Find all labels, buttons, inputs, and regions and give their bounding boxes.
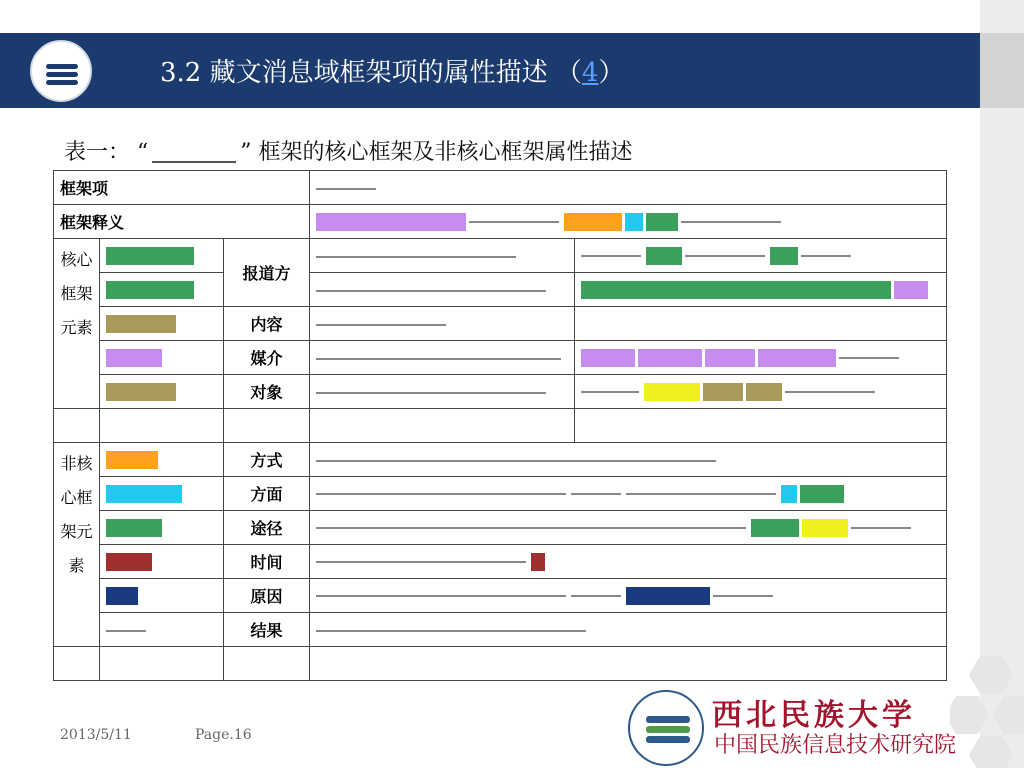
highlight-green	[646, 247, 682, 265]
table-row-core-3	[54, 307, 947, 341]
empty-cell	[224, 409, 310, 443]
tibetan-text	[785, 391, 875, 393]
tibetan-text	[571, 595, 621, 597]
example-cell	[310, 273, 575, 307]
tibetan-text	[316, 493, 566, 495]
tibetan-text	[571, 493, 621, 495]
institute-name: 中国民族信息技术研究院	[714, 733, 957, 758]
slide-title-close: ）	[598, 58, 625, 88]
noncore-elem-cell	[100, 545, 224, 579]
footer-page-number: Page.16	[195, 727, 252, 743]
highlight-green	[106, 281, 194, 299]
highlight-red	[531, 553, 545, 571]
footer-date: 2013/5/11	[60, 727, 132, 743]
tibetan-text	[626, 493, 776, 495]
empty-cell	[310, 409, 575, 443]
example-cell	[575, 273, 947, 307]
highlight-green	[106, 519, 162, 537]
tibetan-text	[316, 290, 546, 292]
highlight-purple	[638, 349, 702, 367]
example-cell	[575, 341, 947, 375]
table-row-core-1	[54, 239, 947, 273]
tibetan-text	[581, 255, 641, 257]
highlight-cyan	[625, 213, 643, 231]
highlight-purple	[581, 349, 635, 367]
hexagon-2	[950, 696, 989, 734]
example-cell	[310, 307, 575, 341]
slide-title-text: 3.2 藏文消息域框架项的属性描述 （	[160, 58, 582, 88]
core-elem-cell	[100, 375, 224, 409]
noncore-label-channel: 途径	[224, 511, 310, 545]
tibetan-text	[316, 324, 446, 326]
highlight-green	[800, 485, 844, 503]
core-label-object: 对象	[224, 375, 310, 409]
tibetan-text	[316, 595, 566, 597]
highlight-purple	[894, 281, 928, 299]
caption-suffix: ” 框架的核心框架及非核心框架属性描述	[240, 140, 633, 165]
noncore-label-continuation	[54, 647, 100, 681]
table-row-noncore-6	[54, 613, 947, 647]
table-row-frame-item	[54, 171, 947, 205]
highlight-purple	[106, 349, 162, 367]
core-elem-cell	[100, 273, 224, 307]
example-cell	[575, 239, 947, 273]
table-row-noncore-3	[54, 511, 947, 545]
empty-cell	[224, 647, 310, 681]
tibetan-text	[713, 595, 773, 597]
highlight-orange	[564, 213, 622, 231]
slide-title-link[interactable]: 4	[581, 58, 599, 88]
highlight-cyan	[781, 485, 797, 503]
hexagon-4	[969, 736, 1013, 768]
example-cell	[310, 443, 947, 477]
highlight-yellow	[644, 383, 700, 401]
highlight-khaki	[746, 383, 782, 401]
example-cell	[310, 545, 947, 579]
highlight-green	[106, 247, 194, 265]
table-row-noncore-empty	[54, 647, 947, 681]
table-row-noncore-2	[54, 477, 947, 511]
noncore-elem-cell	[100, 579, 224, 613]
table-row-noncore-4	[54, 545, 947, 579]
highlight-green	[751, 519, 799, 537]
example-cell	[310, 341, 575, 375]
tibetan-text	[801, 255, 851, 257]
tibetan-text	[316, 256, 516, 258]
highlight-purple	[705, 349, 755, 367]
tibetan-text	[316, 527, 746, 529]
table-row-noncore-5	[54, 579, 947, 613]
university-emblem	[628, 690, 704, 766]
caption-prefix: 表一： “	[64, 140, 149, 165]
slide-title	[160, 52, 624, 89]
highlight-yellow	[802, 519, 848, 537]
table-row-core-empty	[54, 409, 947, 443]
example-cell	[310, 375, 575, 409]
core-label-continuation	[54, 409, 100, 443]
emblem-wave-3	[646, 736, 690, 743]
logo-wave-3	[46, 80, 78, 85]
noncore-label-reason: 原因	[224, 579, 310, 613]
table-caption	[64, 135, 633, 166]
noncore-frame-label: 非核心框架元素	[54, 443, 100, 647]
tibetan-text	[316, 188, 376, 190]
core-elem-cell	[100, 239, 224, 273]
example-cell	[575, 307, 947, 341]
emblem-wave-2	[646, 726, 690, 733]
noncore-elem-cell	[100, 443, 224, 477]
caption-tibetan-term	[152, 143, 236, 163]
example-cell	[310, 579, 947, 613]
highlight-khaki	[703, 383, 743, 401]
empty-cell	[575, 409, 947, 443]
university-logo	[30, 40, 92, 102]
empty-cell	[310, 647, 947, 681]
highlight-purple	[758, 349, 836, 367]
emblem-wave-1	[646, 716, 690, 723]
highlight-orange	[106, 451, 158, 469]
empty-cell	[100, 647, 224, 681]
logo-wave-2	[46, 72, 78, 77]
table-row-core-5	[54, 375, 947, 409]
core-elem-cell	[100, 307, 224, 341]
hexagon-decoration	[950, 652, 1024, 768]
highlight-green	[646, 213, 678, 231]
noncore-elem-cell	[100, 477, 224, 511]
table-row-noncore-1	[54, 443, 947, 477]
noncore-elem-cell	[100, 613, 224, 647]
frame-def-label: 框架释义	[54, 205, 310, 239]
highlight-green	[770, 247, 798, 265]
highlight-navy	[626, 587, 710, 605]
highlight-purple	[316, 213, 466, 231]
frame-attribute-table	[53, 170, 947, 681]
tibetan-text	[839, 357, 899, 359]
highlight-green	[581, 281, 891, 299]
logo-wave-1	[46, 64, 78, 69]
tibetan-text	[469, 221, 559, 223]
table-row-frame-def	[54, 205, 947, 239]
table-row-core-2	[54, 273, 947, 307]
frame-item-value	[310, 171, 947, 205]
frame-def-value	[310, 205, 947, 239]
core-frame-label: 核心框架元素	[54, 239, 100, 409]
highlight-khaki	[106, 383, 176, 401]
frame-item-label: 框架项	[54, 171, 310, 205]
highlight-khaki	[106, 315, 176, 333]
tibetan-text	[316, 460, 716, 462]
empty-cell	[100, 409, 224, 443]
noncore-label-result: 结果	[224, 613, 310, 647]
hexagon-3	[993, 696, 1024, 734]
table-row-core-4	[54, 341, 947, 375]
noncore-elem-cell	[100, 511, 224, 545]
tibetan-text	[316, 358, 561, 360]
example-cell	[310, 477, 947, 511]
tibetan-text	[316, 392, 546, 394]
noncore-label-time: 时间	[224, 545, 310, 579]
core-label-medium: 媒介	[224, 341, 310, 375]
tibetan-text	[106, 630, 146, 632]
example-cell	[310, 239, 575, 273]
tibetan-text	[316, 630, 586, 632]
hexagon-1	[969, 656, 1013, 694]
tibetan-text	[316, 561, 526, 563]
tibetan-text	[851, 527, 911, 529]
example-cell	[310, 511, 947, 545]
example-cell	[310, 613, 947, 647]
highlight-cyan	[106, 485, 182, 503]
tibetan-text	[581, 391, 639, 393]
noncore-label-manner: 方式	[224, 443, 310, 477]
university-name: 西北民族大学	[712, 698, 916, 733]
core-label-reporter: 报道方	[224, 239, 310, 307]
core-elem-cell	[100, 341, 224, 375]
core-label-content: 内容	[224, 307, 310, 341]
tibetan-text	[685, 255, 765, 257]
highlight-navy	[106, 587, 138, 605]
example-cell	[575, 375, 947, 409]
tibetan-text	[681, 221, 781, 223]
noncore-label-aspect: 方面	[224, 477, 310, 511]
right-stripe-block	[980, 33, 1024, 108]
highlight-red	[106, 553, 152, 571]
